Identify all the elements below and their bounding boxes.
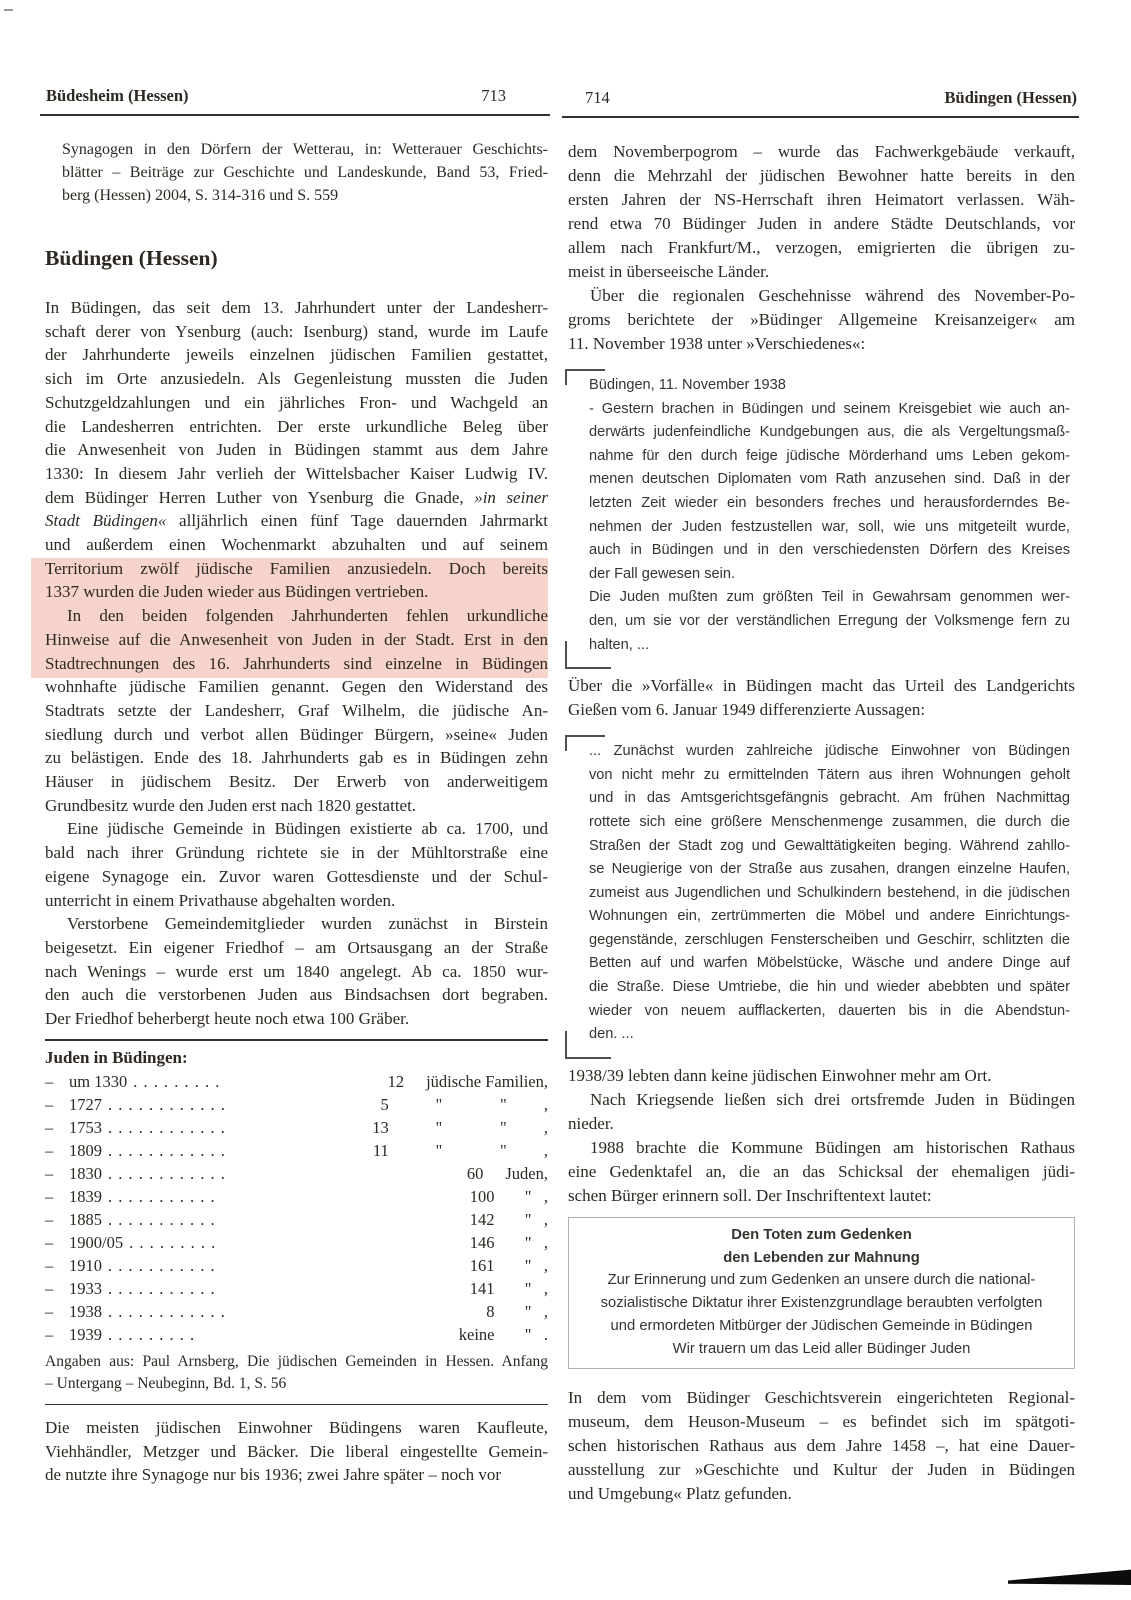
paragraph-pogrom bbox=[568, 140, 1075, 284]
running-head-title-left: Büdesheim (Hessen) bbox=[46, 86, 189, 105]
census-rows bbox=[45, 1070, 548, 1346]
newspaper-quote-block bbox=[589, 374, 1070, 657]
c-dots: . . . . . . . . . . . bbox=[108, 1278, 216, 1298]
plaque-line: und ermordeten Mitbürger der Jüdischen Gemeinde in Büdingen bbox=[610, 1318, 1033, 1335]
c-year: 1938 bbox=[69, 1301, 102, 1321]
text-line: allem nach Frankfurt/M., verzogen, emigrierten die übrigen zu- bbox=[568, 238, 1075, 257]
text-line: nieder. bbox=[568, 1113, 614, 1133]
text-line: nach Wenings – wurde erst um 1840 angelegt. Ab ca. 1850 wur- bbox=[45, 961, 548, 981]
c-dots: . . . . . . . . . bbox=[133, 1071, 221, 1091]
text-line: die Landesherren entrichten. Der erste urkundliche Beleg über bbox=[45, 416, 548, 436]
right-column bbox=[568, 140, 1075, 1506]
c-year: 1809 bbox=[69, 1140, 102, 1160]
text-line: 1337 wurden die Juden wieder aus Büdingen vertrieben. bbox=[45, 582, 429, 602]
census-rule-bottom bbox=[45, 1404, 548, 1406]
text-line: schaft derer von Ysenburg (auch: Isenburg) stand, wurde im Laufe bbox=[45, 321, 548, 341]
census-source bbox=[45, 1351, 548, 1396]
text-line: Häuser in jüdischem Besitz. Der Erwerb von anderweitigem bbox=[45, 772, 548, 792]
c-val: 5 bbox=[380, 1094, 389, 1114]
article-heading: Büdingen (Hessen) bbox=[45, 246, 218, 270]
plaque-line: Wir trauern um das Leid aller Büdinger Juden bbox=[672, 1340, 971, 1357]
c-year: 1933 bbox=[69, 1278, 102, 1298]
text-line: Stadtrechnungen des 16. Jahrhunderts sind einzelne in Büdingen bbox=[45, 653, 548, 673]
header-rule-left bbox=[40, 114, 550, 116]
text-line: Schutzgeldzahlungen und ein jährliches Fron- und Wachgeld an bbox=[45, 392, 548, 412]
c-val: 100 bbox=[469, 1186, 495, 1206]
text-line: Verstorbene Gemeindemitglieder wurden zunächst in Birstein bbox=[67, 914, 548, 934]
text-line: denn die Mehrzahl der jüdischen Bewohner hatte bereits in den bbox=[568, 166, 1075, 185]
census-row bbox=[45, 1070, 548, 1093]
text-line: unterricht in einem Privathause abgehalten worden. bbox=[45, 890, 396, 910]
c-dots: . . . . . . . . . . . bbox=[108, 1186, 216, 1206]
text-line: 1988 brachte die Kommune Büdingen am historischen Rathaus bbox=[590, 1137, 1075, 1157]
text-line: groms berichtete der »Büdinger Allgemeine Kreisanzeiger« am bbox=[568, 310, 1075, 329]
c-unit: " , bbox=[516, 1301, 548, 1321]
census-row bbox=[45, 1093, 548, 1116]
c-val: 60 bbox=[466, 1163, 484, 1183]
text-line: de nutzte ihre Synagoge nur bis 1936; zwei Jahre später – noch vor bbox=[45, 1465, 502, 1485]
c-dots: . . . . . . . . . . . . bbox=[108, 1301, 226, 1321]
c-unit: " " , bbox=[410, 1140, 548, 1160]
c-year: 1839 bbox=[69, 1186, 102, 1206]
text-line: auch in Büdingen und in den verschiedensten Dörfern des Kreises bbox=[589, 542, 1070, 559]
page-number-713: 713 bbox=[481, 86, 506, 105]
text-line: Die meisten jüdischen Einwohner Büdingens waren Kaufleute, bbox=[45, 1418, 548, 1438]
c-dots: . . . . . . . . . . . . bbox=[108, 1140, 226, 1160]
text-line: meist in überseeische Länder. bbox=[568, 262, 770, 281]
c-dash: – bbox=[45, 1255, 54, 1275]
plaque-line: sozialistische Diktatur ihrer Existenzgrundlage beraubten verfolgten bbox=[600, 1295, 1043, 1312]
text-line: den auch die verstorbenen Juden aus Bindsachsen dort begraben. bbox=[45, 985, 548, 1005]
text-line: museum, dem Heuson-Museum – es befindet sich im spätgoti- bbox=[568, 1411, 1075, 1431]
c-dots: . . . . . . . . . . . . bbox=[108, 1094, 226, 1114]
paragraph-history-1 bbox=[45, 296, 548, 604]
census-row bbox=[45, 1300, 548, 1323]
c-year: 1910 bbox=[69, 1255, 102, 1275]
text-line: Wohnungen ein, zertrümmerten die Möbel und andere Einrichtungs- bbox=[589, 908, 1070, 925]
c-unit: " " , bbox=[410, 1094, 548, 1114]
paragraph-history-2 bbox=[45, 604, 548, 817]
paragraph-cemetery bbox=[45, 912, 548, 1031]
plaque-line: den Lebenden zur Mahnung bbox=[723, 1249, 920, 1266]
text-line: sich im Orte anzusiedeln. Als Gegenleistung mussten die Juden bbox=[45, 369, 548, 389]
quote-report bbox=[589, 398, 1070, 587]
text-line: zumeist aus Jugendlichen und Schulkindern bestehend, in die jüdischen bbox=[589, 884, 1070, 901]
text-line: Der Friedhof beherbergt heute noch etwa 100 Gräber. bbox=[45, 1009, 410, 1029]
paragraph-plaque-intro bbox=[568, 1136, 1075, 1208]
census-row bbox=[45, 1162, 548, 1185]
c-dots: . . . . . . . . . . . bbox=[108, 1209, 216, 1229]
census-row bbox=[45, 1208, 548, 1231]
c-dash: – bbox=[45, 1094, 54, 1114]
text-line: dem Büdinger Herren Luther von Ysenburg die Gnade, »in seiner bbox=[45, 487, 548, 507]
text-line: Eine jüdische Gemeinde in Büdingen existierte ab ca. 1700, und bbox=[67, 819, 548, 839]
text-line: siedlung durch und verbot allen Büdinger Bürgern, »seine« Juden bbox=[45, 724, 548, 744]
quote-dateline bbox=[589, 374, 1070, 398]
page-number-714: 714 bbox=[585, 88, 610, 107]
paragraph-court-intro bbox=[568, 674, 1075, 722]
text-line: In Büdingen, das seit dem 13. Jahrhundert unter der Landesherr- bbox=[45, 298, 548, 317]
text-line: bald nach ihrer Gründung richtete sie in der Mühltorstraße eine bbox=[45, 843, 548, 863]
paragraph-museum bbox=[568, 1386, 1075, 1506]
c-dash: – bbox=[45, 1301, 54, 1321]
c-val: 13 bbox=[372, 1117, 389, 1137]
text-line: den. ... bbox=[589, 1026, 634, 1043]
census-table bbox=[45, 1046, 548, 1396]
text-line: schen historischen Rathaus aus dem Jahre 1458 –, hat eine Dauer- bbox=[568, 1435, 1075, 1455]
paragraph-occupations bbox=[45, 1416, 548, 1487]
census-title: Juden in Büdingen: bbox=[45, 1047, 188, 1067]
c-unit: " " , bbox=[410, 1117, 548, 1137]
text-line: von nicht mehr zu ermittelnden Tätern aus ihren Wohnungen geholt bbox=[589, 766, 1070, 783]
c-val: 11 bbox=[372, 1140, 389, 1160]
text-line: ersten Jahren der NS-Herrschaft ihren Heimatort verlassen. Wäh- bbox=[568, 190, 1075, 209]
running-head-left bbox=[46, 86, 506, 106]
text-line: Betten auf und warfen Möbelstücke, Wäsche und andere Dinge auf bbox=[589, 955, 1070, 972]
text-line: Über die »Vorfälle« in Büdingen macht das Urteil des Landgerichts bbox=[568, 676, 1075, 696]
bibliography-entry bbox=[62, 138, 548, 207]
c-dots: . . . . . . . . . bbox=[108, 1324, 196, 1344]
text-line: schen Bürger erinnern soll. Der Inschriftentext lautet: bbox=[568, 1185, 932, 1205]
text-line: Gießen vom 6. Januar 1949 differenzierte Aussagen: bbox=[568, 700, 926, 720]
quote-custody bbox=[589, 586, 1070, 657]
c-unit: " , bbox=[516, 1232, 548, 1252]
c-unit: " , bbox=[516, 1278, 548, 1298]
c-dash: – bbox=[45, 1071, 54, 1091]
running-head-right bbox=[585, 88, 1077, 108]
c-dash: – bbox=[45, 1278, 54, 1298]
census-row bbox=[45, 1254, 548, 1277]
text-line: Territorium zwölf jüdische Familien anzusiedeln. Doch bereits bbox=[45, 558, 548, 578]
c-dash: – bbox=[45, 1117, 54, 1137]
c-dots: . . . . . . . . . . . bbox=[108, 1255, 216, 1275]
c-dash: – bbox=[45, 1324, 54, 1344]
text-line: Viehhändler, Metzger und Bäcker. Die liberal eingestellte Gemein- bbox=[45, 1441, 548, 1461]
census-row bbox=[45, 1323, 548, 1346]
text-line: 1330: In diesem Jahr verlieh der Wittelsbacher Kaiser Ludwig IV. bbox=[45, 463, 548, 483]
text-line: Stadtrats setzte der Landesherr, Graf Wilhelm, die jüdische An- bbox=[45, 700, 548, 720]
text-line: 11. November 1938 unter »Verschiedenes«: bbox=[568, 334, 866, 353]
header-rule-right bbox=[562, 116, 1079, 118]
text-line: ... Zunächst wurden zahlreiche jüdische Einwohner von Büdingen bbox=[589, 743, 1070, 760]
c-val: keine bbox=[458, 1324, 495, 1344]
text-line: blätter – Beiträge zur Geschichte und Landeskunde, Band 53, Fried- bbox=[62, 164, 548, 181]
text-line: Stadt Büdingen« alljährlich einen fünf Tage dauernden Jahrmarkt bbox=[45, 511, 548, 531]
c-unit: " , bbox=[516, 1255, 548, 1275]
text-line: beigesetzt. Ein eigener Friedhof – am Ortsausgang an der Straße bbox=[45, 937, 548, 957]
text-line: wieder von neuem aufflackerten, dauerten bis in die Abendstun- bbox=[589, 1002, 1070, 1019]
c-year: 1885 bbox=[69, 1209, 102, 1229]
text-line: In den beiden folgenden Jahrhunderten fehlen urkundliche bbox=[67, 606, 548, 626]
text-line: der Fall gewesen sein. bbox=[589, 565, 736, 582]
census-row bbox=[45, 1185, 548, 1208]
court-verdict-quote-block bbox=[589, 740, 1070, 1047]
census-row bbox=[45, 1231, 548, 1254]
text-line: und in das Amtsgerichtsgefängnis gebracht. Am frühen Nachmittag bbox=[589, 790, 1070, 807]
text-line: nehmen der Juden festzustellen war, soll, wie uns mitgeteilt wurde, bbox=[589, 518, 1070, 535]
text-line: Büdingen, 11. November 1938 bbox=[589, 377, 786, 393]
text-line: nahme für den durch feige jüdische Mörderhand ums Leben gekom- bbox=[589, 447, 1070, 464]
text-line: - Gestern brachen in Büdingen und seinem Kreisgebiet wie auch an- bbox=[589, 400, 1070, 417]
text-line: – Untergang – Neubeginn, Bd. 1, S. 56 bbox=[45, 1375, 287, 1393]
memorial-plaque-text bbox=[568, 1217, 1075, 1369]
text-line: Angaben aus: Paul Arnsberg, Die jüdischen Gemeinden in Hessen. Anfang bbox=[45, 1352, 548, 1370]
c-val: 146 bbox=[469, 1232, 495, 1252]
c-val: 161 bbox=[469, 1255, 495, 1275]
census-rule-top bbox=[45, 1039, 548, 1041]
paragraph-community bbox=[45, 817, 548, 912]
c-unit: Juden, bbox=[505, 1163, 548, 1183]
text-line: Nach Kriegsende ließen sich drei ortsfremde Juden in Büdingen bbox=[590, 1089, 1075, 1109]
c-unit: " . bbox=[516, 1324, 548, 1344]
text-line: ausstellung zur »Geschichte und Kultur der Juden in Büdingen bbox=[568, 1459, 1075, 1479]
text-line: In dem vom Büdinger Geschichtsverein eingerichteten Regional- bbox=[568, 1387, 1075, 1407]
left-column bbox=[45, 138, 548, 1487]
c-val: 12 bbox=[387, 1071, 405, 1091]
c-year: 1830 bbox=[69, 1163, 102, 1183]
text-line: die Straße. Diese Umtriebe, die hin und wieder abebbten und später bbox=[589, 979, 1070, 996]
c-dash: – bbox=[45, 1163, 54, 1183]
c-unit: jüdische Familien, bbox=[426, 1071, 548, 1091]
text-line: wohnhafte jüdische Familien genannt. Gegen den Widerstand des bbox=[45, 677, 548, 697]
text-line: Die Juden mußten zum größten Teil in Gewahrsam genommen wer- bbox=[589, 589, 1070, 606]
text-line: eigene Synagoge ein. Zuvor waren Gottesdienste und der Schul- bbox=[45, 866, 548, 886]
c-dots: . . . . . . . . . . . . bbox=[108, 1163, 226, 1183]
census-row bbox=[45, 1116, 548, 1139]
plaque-line: Zur Erinnerung und zum Gedenken an unsere durch die national- bbox=[607, 1272, 1036, 1289]
c-dash: – bbox=[45, 1232, 54, 1252]
text-line: den, um sie vor der verständlichen Erregung der Volksmenge fern zu bbox=[589, 612, 1070, 629]
c-dash: – bbox=[45, 1209, 54, 1229]
text-line: und Umgebung« Platz gefunden. bbox=[568, 1483, 792, 1503]
paragraph-1938-39 bbox=[568, 1064, 1075, 1088]
paragraph-postwar bbox=[568, 1088, 1075, 1136]
text-line: rend etwa 70 Büdinger Juden in andere Städte Deutschlands, vor bbox=[568, 214, 1075, 233]
c-year: um 1330 bbox=[69, 1071, 128, 1091]
c-year: 1939 bbox=[69, 1324, 102, 1344]
c-year: 1727 bbox=[69, 1094, 102, 1114]
c-val: 8 bbox=[486, 1301, 495, 1321]
scan-artifact-dash bbox=[4, 9, 13, 11]
c-dots: . . . . . . . . . . . . bbox=[108, 1117, 226, 1137]
c-val: 142 bbox=[469, 1209, 495, 1229]
text-line: letzten Zeit wieder ein besonders freches und herausforderndes Be- bbox=[589, 494, 1070, 511]
c-dash: – bbox=[45, 1140, 54, 1160]
text-line: dem Novemberpogrom – wurde das Fachwerkgebäude verkauft, bbox=[568, 142, 1075, 161]
scan-artifact-wedge bbox=[1008, 1569, 1131, 1585]
text-line: Straßen der Stadt zog und Gewalttätigkeiten beging. Während zahllo- bbox=[589, 837, 1070, 854]
c-year: 1900/05 bbox=[69, 1232, 124, 1252]
plaque-line: Den Toten zum Gedenken bbox=[731, 1226, 912, 1243]
text-line: Grundbesitz wurde den Juden erst nach 1820 gestattet. bbox=[45, 795, 417, 815]
text-line: rottete sich eine größere Menschenmenge zusammen, die durch die bbox=[589, 813, 1070, 830]
text-line: die Anwesenheit von Juden in Büdingen stammt aus dem Jahre bbox=[45, 440, 548, 460]
running-head-title-right: Büdingen (Hessen) bbox=[944, 88, 1077, 107]
text-line: menen deutschen Diplomaten vom Rath anzusehen sind. Daß in der bbox=[589, 471, 1070, 488]
text-line: berg (Hessen) 2004, S. 314-316 und S. 559 bbox=[62, 187, 339, 204]
paragraph-press-intro bbox=[568, 284, 1075, 356]
c-val: 141 bbox=[469, 1278, 495, 1298]
text-line: Synagogen in den Dörfern der Wetterau, in: Wetterauer Geschichts- bbox=[62, 141, 548, 158]
census-row bbox=[45, 1139, 548, 1162]
c-year: 1753 bbox=[69, 1117, 102, 1137]
text-line: se Neugierige von der Straße aus zusahen, drangen einzelne Haufen, bbox=[589, 861, 1070, 878]
c-dots: . . . . . . . . . bbox=[129, 1232, 217, 1252]
text-line: zu belästigen. Ende des 18. Jahrhunderts gab es in Büdingen zehn bbox=[45, 748, 548, 768]
text-line: 1938/39 lebten dann keine jüdischen Einwohner mehr am Ort. bbox=[568, 1065, 992, 1085]
text-line: Hinweise auf die Anwesenheit von Juden in der Stadt. Erst in den bbox=[45, 629, 548, 649]
c-unit: " , bbox=[516, 1209, 548, 1229]
text-line: gegenstände, zerschlugen Fensterscheiben und Geschirr, schlitzten die bbox=[589, 931, 1070, 948]
text-line: und außerdem einen Wochenmarkt abzuhalten und auf seinem bbox=[45, 535, 548, 555]
c-dash: – bbox=[45, 1186, 54, 1206]
text-line: der Jahrhunderte jeweils einzelnen jüdischen Familien gestattet, bbox=[45, 345, 548, 365]
text-line: Über die regionalen Geschehnisse während des November-Po- bbox=[590, 286, 1075, 305]
census-row bbox=[45, 1277, 548, 1300]
c-unit: " , bbox=[516, 1186, 548, 1206]
text-line: halten, ... bbox=[589, 636, 650, 653]
text-line: derwärts judenfeindliche Kundgebungen aus, die als Vergeltungsmaß- bbox=[589, 424, 1070, 441]
text-line: eine Gedenktafel an, die an das Schicksal der ehemaligen jüdi- bbox=[568, 1161, 1075, 1181]
